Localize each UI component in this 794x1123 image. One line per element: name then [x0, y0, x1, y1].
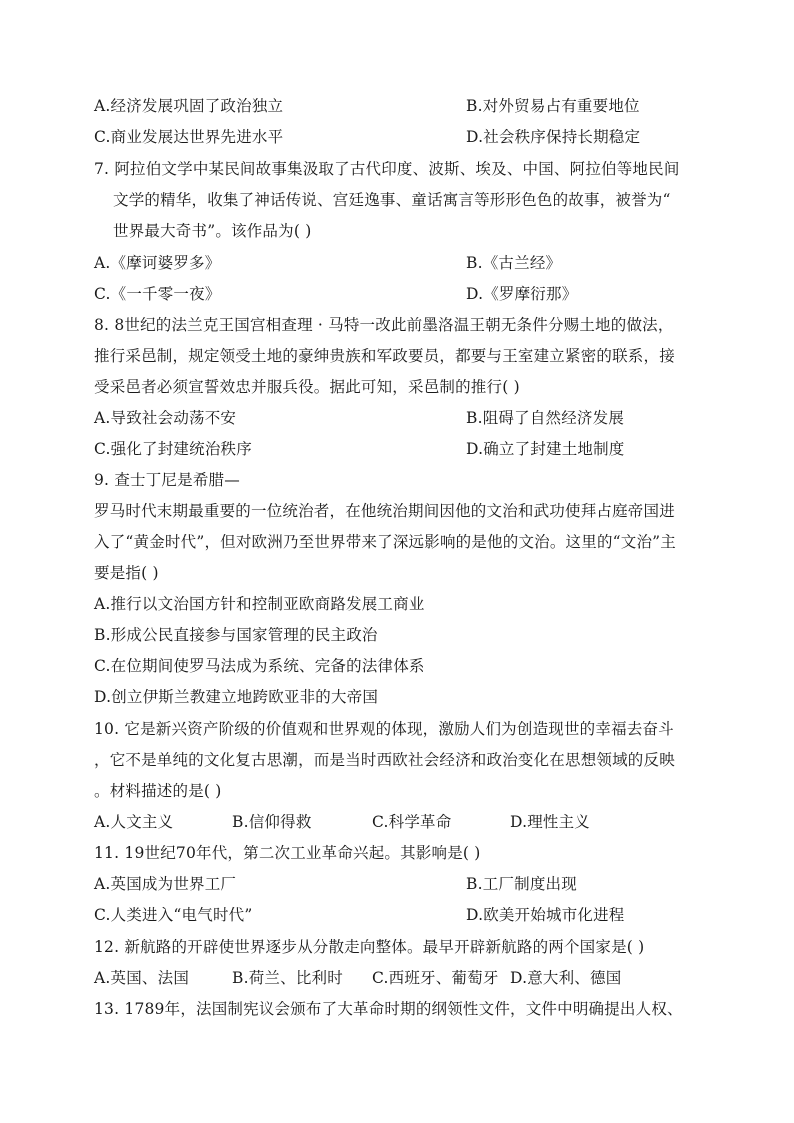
- q8-option-a: A.导致社会动荡不安: [94, 409, 237, 427]
- q8-options-row-1: [94, 408, 625, 428]
- q8-stem-line-2: 推行采邑制，规定领受土地的豪绅贵族和军政要员，都要与王室建立紧密的联系，接: [94, 347, 675, 365]
- q11-options-row-1: [94, 874, 577, 894]
- q10-stem-line-1: 10. 它是新兴资产阶级的价值观和世界观的体现，激励人们为创造现世的幸福去奋斗: [94, 720, 674, 738]
- q7-option-a: A.《摩诃婆罗多》: [94, 254, 221, 272]
- q10-options-row: [94, 812, 694, 832]
- q6-option-a: A.经济发展巩固了政治独立: [94, 97, 284, 115]
- q9-stem-line-3: 入了“黄金时代”，但对欧洲乃至世界带来了深远影响的是他的文治。这里的“文治”主: [94, 533, 676, 551]
- q10-option-c: C.科学革命: [372, 813, 452, 831]
- q8-stem-line-1: 8. 8世纪的法兰克王国宫相查理 · 马特一改此前墨洛温王朝无条件分赐土地的做法，: [94, 316, 674, 334]
- q10-stem-line-3: 。材料描述的是( ): [94, 782, 222, 800]
- q9-stem-line-1: 9. 查士丁尼是希腊—: [94, 471, 240, 489]
- q7-stem-line-3: 世界最大奇书”。该作品为( ): [113, 222, 312, 240]
- q11-option-b: B.工厂制度出现: [466, 875, 577, 893]
- q9-option-b: B.形成公民直接参与国家管理的民主政治: [94, 626, 378, 644]
- q12-option-b: B.荷兰、比利时: [232, 969, 343, 987]
- q12-option-d: D.意大利、德国: [510, 969, 622, 987]
- q7-option-c: C.《一千零一夜》: [94, 285, 221, 303]
- q7-options-row-2: [94, 284, 578, 304]
- q9-option-c: C.在位期间使罗马法成为系统、完备的法律体系: [94, 657, 425, 675]
- q7-options-row-1: [94, 253, 562, 273]
- q12-option-c: C.西班牙、葡萄牙: [372, 969, 499, 987]
- q11-option-c: C.人类进入“电气时代”: [94, 906, 253, 924]
- q6-option-d: D.社会秩序保持长期稳定: [466, 128, 641, 146]
- q10-option-a: A.人文主义: [94, 813, 174, 831]
- q12-option-a: A.英国、法国: [94, 969, 190, 987]
- q12-stem-line-1: 12. 新航路的开辟使世界逐步从分散走向整体。最早开辟新航路的两个国家是( ): [94, 938, 645, 956]
- q11-stem-line-1: 11. 19世纪70年代，第二次工业革命兴起。其影响是( ): [94, 844, 481, 862]
- q6-option-b: B.对外贸易占有重要地位: [466, 97, 640, 115]
- q7-option-d: D.《罗摩衍那》: [466, 285, 578, 303]
- q13-stem-line-1: 13. 1789年，法国制宪议会颁布了大革命时期的纲领性文件，文件中明确提出人权、: [94, 1000, 683, 1018]
- q10-stem-line-2: ，它不是单纯的文化复古思潮，而是当时西欧社会经济和政治变化在思想领域的反映: [94, 751, 675, 769]
- q6-options-row-1: [94, 96, 640, 116]
- q12-options-row: [94, 968, 694, 988]
- q11-options-row-2: [94, 905, 625, 925]
- q7-stem-line-2: 文学的精华，收集了神话传说、宫廷逸事、童话寓言等形形色色的故事，被誉为“: [113, 191, 671, 209]
- q6-options-row-2: [94, 127, 641, 147]
- q9-stem-line-2: 罗马时代末期最重要的一位统治者，在他统治期间因他的文治和武功使拜占庭帝国进: [94, 502, 675, 520]
- q11-option-a: A.英国成为世界工厂: [94, 875, 237, 893]
- q7-option-b: B.《古兰经》: [466, 254, 562, 272]
- q9-stem-line-4: 要是指( ): [94, 564, 159, 582]
- q9-option-d: D.创立伊斯兰教建立地跨欧亚非的大帝国: [94, 688, 379, 706]
- q8-option-d: D.确立了封建土地制度: [466, 440, 625, 458]
- q8-option-c: C.强化了封建统治秩序: [94, 440, 252, 458]
- q8-options-row-2: [94, 439, 625, 459]
- q8-stem-line-3: 受采邑者必须宣誓效忠并服兵役。据此可知，采邑制的推行( ): [94, 378, 520, 396]
- q10-option-b: B.信仰得救: [232, 813, 312, 831]
- q6-option-c: C.商业发展达世界先进水平: [94, 128, 284, 146]
- q8-option-b: B.阻碍了自然经济发展: [466, 409, 625, 427]
- q7-stem-line-1: 7. 阿拉伯文学中某民间故事集汲取了古代印度、波斯、埃及、中国、阿拉伯等地民间: [94, 160, 680, 178]
- q11-option-d: D.欧美开始城市化进程: [466, 906, 625, 924]
- q10-option-d: D.理性主义: [510, 813, 591, 831]
- q9-option-a: A.推行以文治国方针和控制亚欧商路发展工商业: [94, 595, 425, 613]
